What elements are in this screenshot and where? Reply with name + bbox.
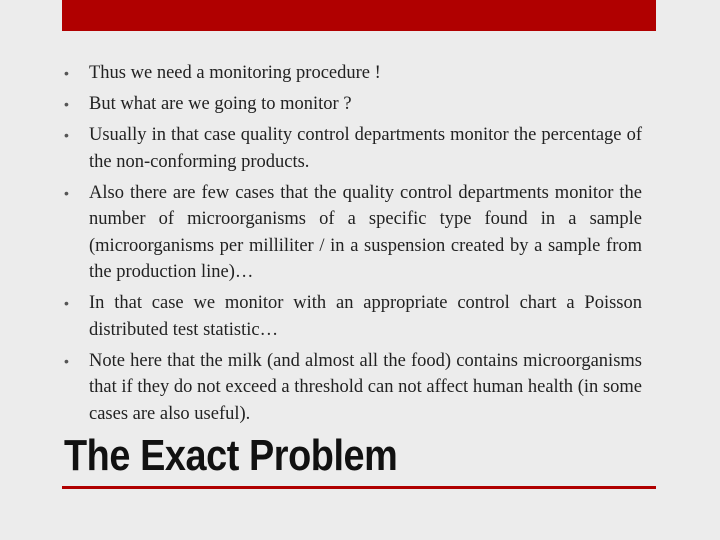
title-underline <box>62 486 656 489</box>
bullet-text: Thus we need a monitoring procedure ! <box>89 63 381 83</box>
list-item <box>64 180 642 286</box>
bullet-text: Also there are few cases that the quality control departments monitor the number of microorganisms of a specific type found in a sample (microorganisms per milliliter / in a suspension created by a sample from the production line)… <box>89 182 642 282</box>
bullet-icon: • <box>64 352 69 369</box>
bullet-text: But what are we going to monitor ? <box>89 94 352 114</box>
bullet-list <box>64 60 642 432</box>
slide-title: The Exact Problem <box>64 431 398 480</box>
list-item <box>64 60 642 87</box>
bullet-icon: • <box>64 295 69 311</box>
list-item <box>64 290 642 343</box>
list-item <box>64 348 642 428</box>
top-accent-bar <box>62 0 656 31</box>
bullet-icon: • <box>64 65 69 81</box>
bullet-icon: • <box>64 184 69 201</box>
bullet-icon: • <box>64 127 69 143</box>
bullet-icon: • <box>64 96 69 112</box>
list-item <box>64 122 642 175</box>
list-item <box>64 91 642 118</box>
bullet-text: Usually in that case quality control departments monitor the percentage of the non-conforming products. <box>89 125 642 172</box>
bullet-text: In that case we monitor with an appropriate control chart a Poisson distributed test statistic… <box>89 293 642 340</box>
bullet-text: Note here that the milk (and almost all the food) contains microorganisms that if they do not exceed a threshold can not affect human health (in some cases are also useful). <box>89 350 642 424</box>
